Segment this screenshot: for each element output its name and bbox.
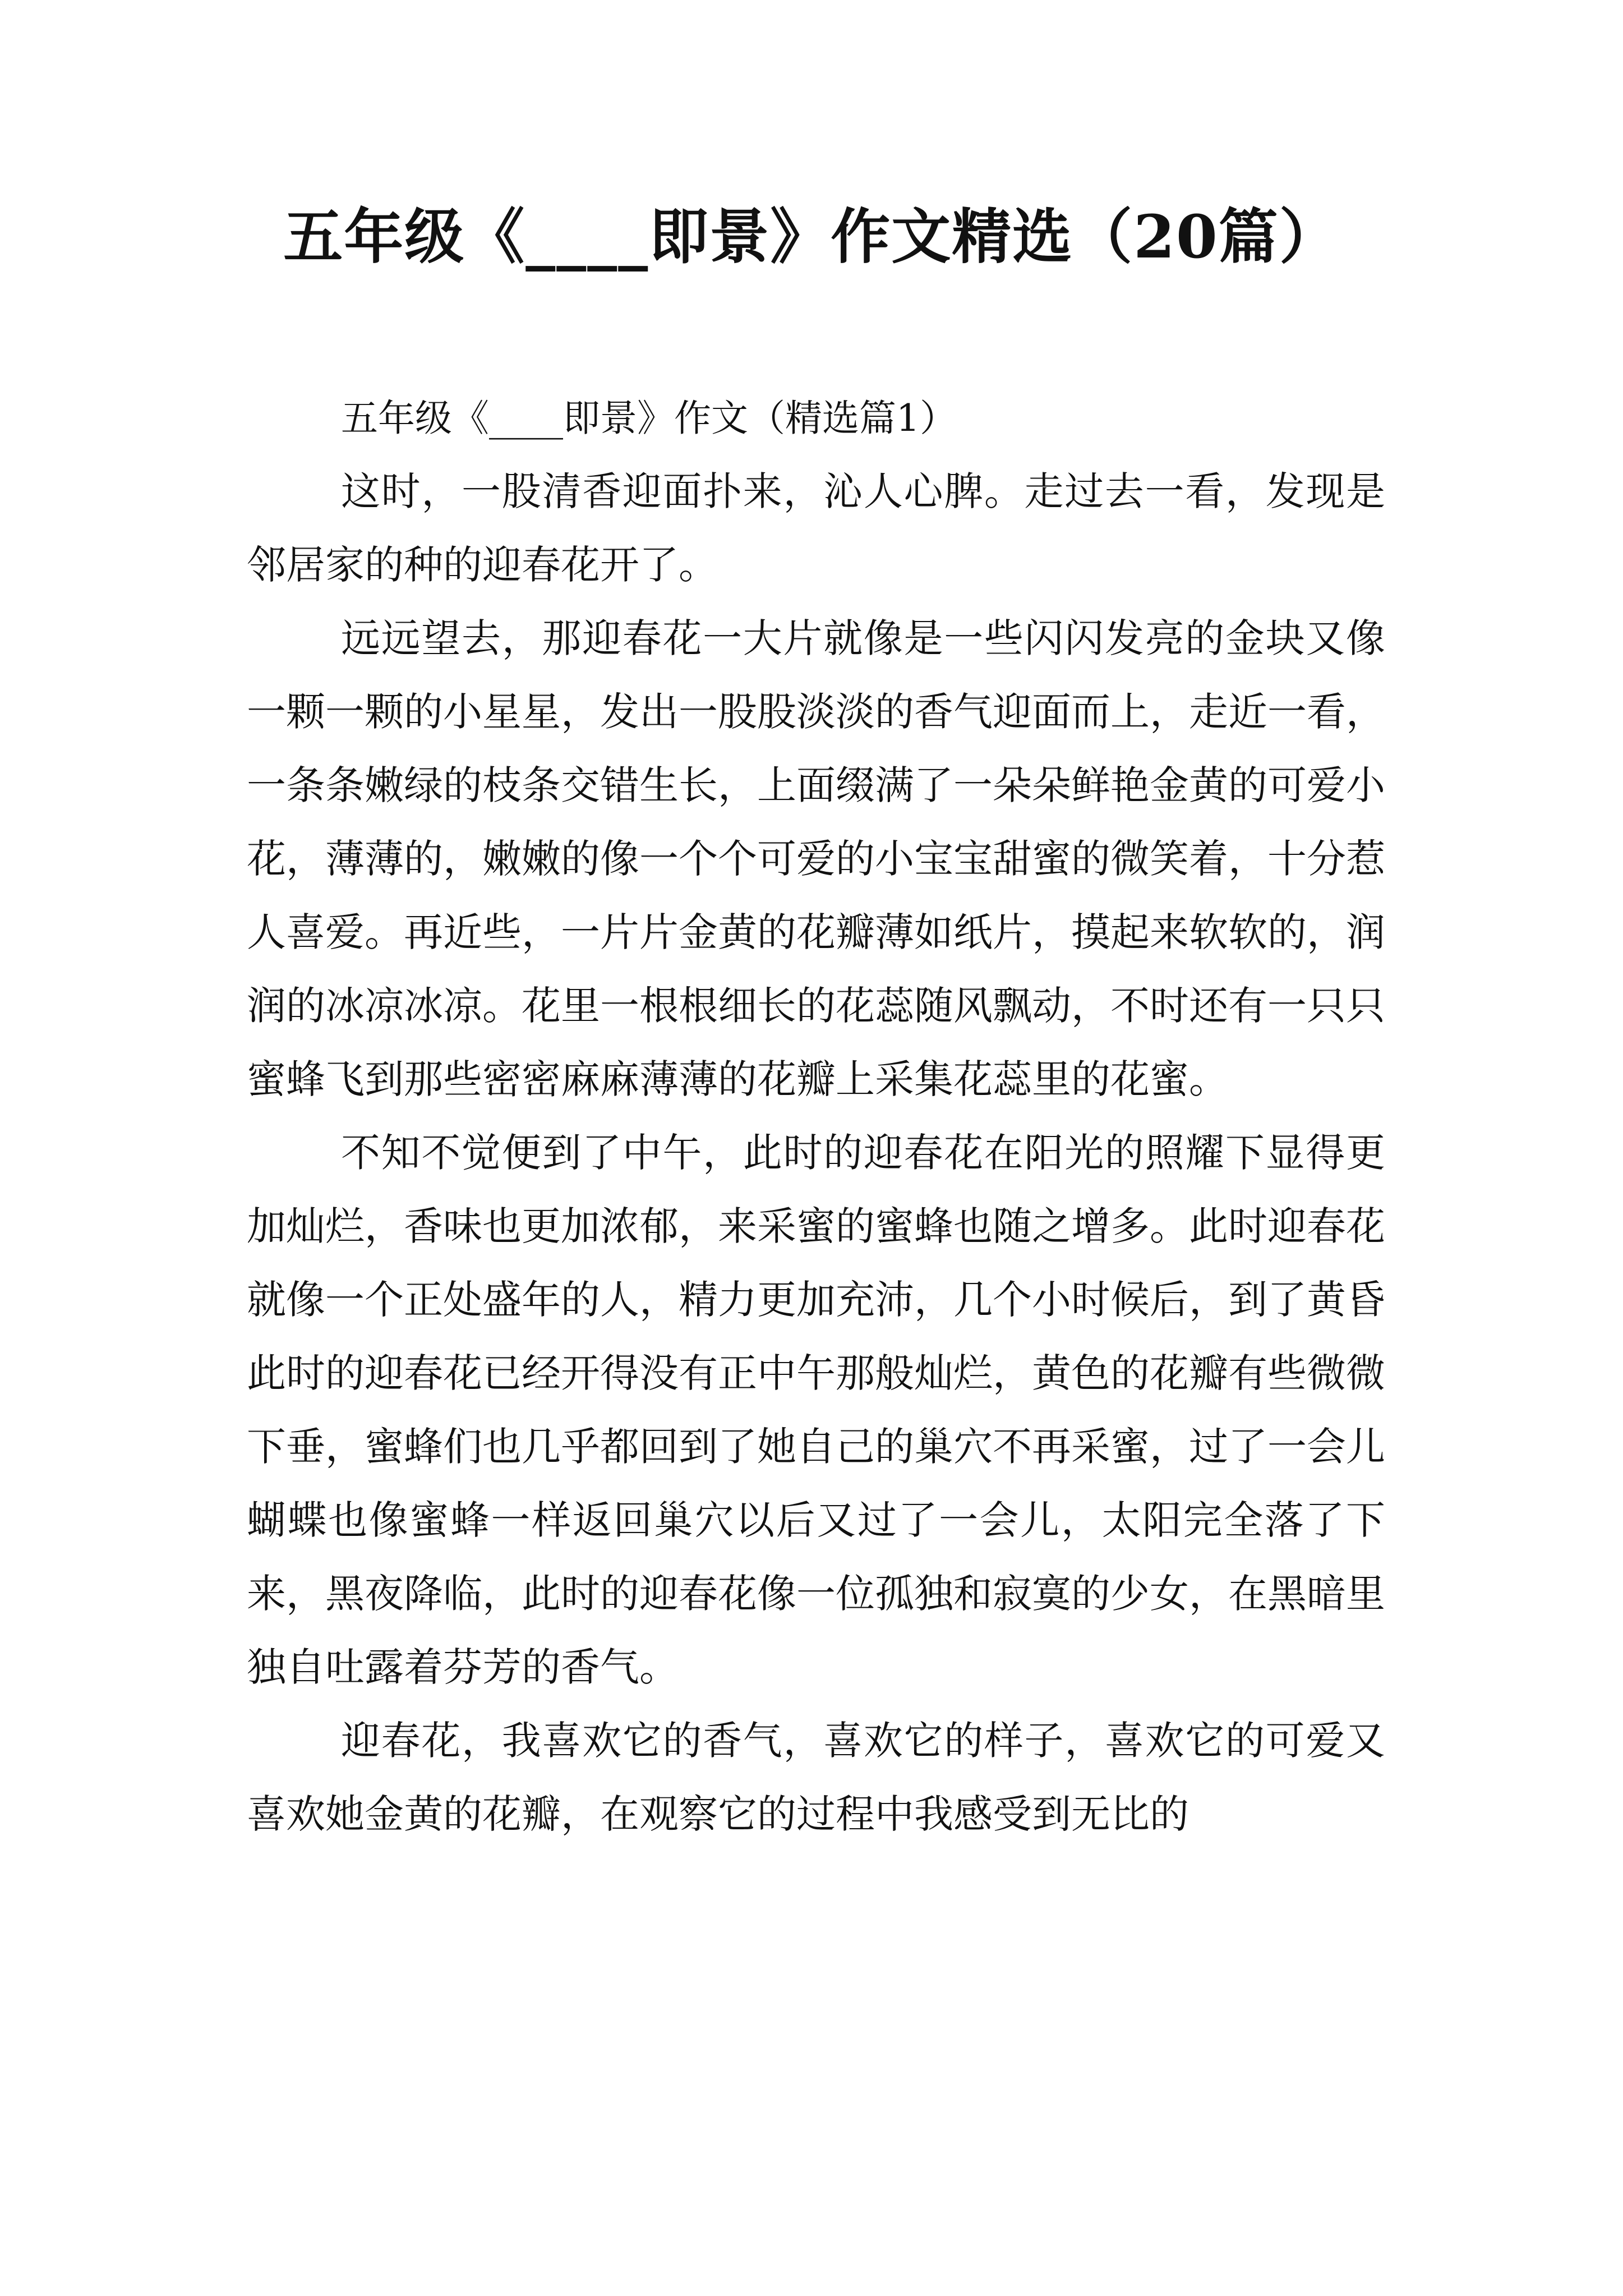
section-heading: 五年级《____即景》作文（精选篇1）: [341, 397, 957, 440]
paragraph-3: 不知不觉便到了中午，此时的迎春花在阳光的照耀下显得更加灿烂，香味也更加浓郁，来采蜜的蜜蜂也随之增多。此时迎春花就像一个正处盛年的人，精力更加充沛，几个小时候后，到了黄昏此时的迎春花已经开得没有正中午那般灿烂，黄色的花瓣有些微微下垂，蜜蜂们也几乎都回到了她自己的巢穴不再采蜜，过了一会儿蝴蝶也像蜜蜂一样返回巢穴以后又过了一会儿，太阳完全落了下来，黑夜降临，此时的迎春花像一位孤独和寂寞的少女，在黑暗里独自吐露着芬芳的香气。: [247, 1130, 1385, 1690]
paragraph-1: 这时，一股清香迎面扑来，沁人心脾。走过去一看，发现是邻居家的种的迎春花开了。: [247, 468, 1385, 588]
paragraph-2: 远远望去，那迎春花一大片就像是一些闪闪发亮的金块又像一颗一颗的小星星，发出一股股淡淡的香气迎面而上，走近一看，一条条嫩绿的枝条交错生长，上面缀满了一朵朵鲜艳金黄的可爱小花，薄薄的，嫩嫩的像一个个可爱的小宝宝甜蜜的微笑着，十分惹人喜爱。再近些，一片片金黄的花瓣薄如纸片，摸起来软软的，润润的冰凉冰凉。花里一根根细长的花蕊随风飘动，不时还有一只只蜜蜂飞到那些密密麻麻薄薄的花瓣上采集花蕊里的花蜜。: [247, 615, 1385, 1102]
document-body: [247, 381, 1385, 1851]
paragraph-4: 迎春花，我喜欢它的香气，喜欢它的样子，喜欢它的可爱又喜欢她金黄的花瓣，在观察它的过程中我感受到无比的: [247, 1718, 1385, 1837]
document-title: 五年级《____即景》作文精选（20篇）: [283, 201, 1340, 272]
